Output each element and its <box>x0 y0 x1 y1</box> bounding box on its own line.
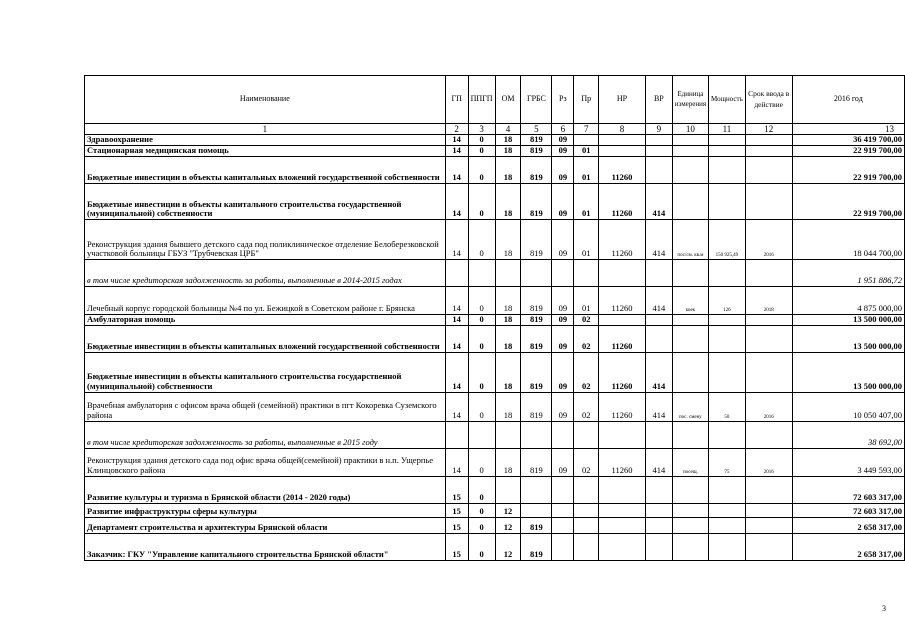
cell-pr <box>574 260 599 287</box>
header-cell-rz: Рз <box>552 76 574 124</box>
cell-grbs: 819 <box>521 533 552 560</box>
cell-term <box>745 135 792 146</box>
cell-rz: 09 <box>552 448 574 476</box>
cell-term <box>745 421 792 448</box>
header-cell-year: 2016 год <box>792 76 904 124</box>
cell-vr <box>645 135 672 146</box>
cell-term <box>745 476 792 503</box>
cell-vr <box>645 260 672 287</box>
cell-rz: 09 <box>552 287 574 315</box>
cell-capacity <box>709 135 746 146</box>
cell-capacity: 150 925,49 <box>709 220 746 260</box>
cell-unit: пос/см. кв.м <box>672 220 708 260</box>
column-number: 7 <box>574 124 599 135</box>
header-cell-nr: НР <box>599 76 646 124</box>
column-number: 6 <box>552 124 574 135</box>
cell-unit: коек <box>672 287 708 315</box>
header-cell-name: Наименование <box>85 76 446 124</box>
header-cell-gp: ГП <box>445 76 468 124</box>
cell-amount: 38 692,00 <box>792 421 904 448</box>
cell-gp: 14 <box>445 146 468 157</box>
cell-ppgp: 0 <box>468 533 495 560</box>
cell-ppgp: 0 <box>468 352 495 392</box>
table-row <box>85 352 905 392</box>
cell-term <box>745 503 792 517</box>
cell-ppgp: 0 <box>468 157 495 184</box>
cell-gp: 15 <box>445 476 468 503</box>
cell-vr <box>645 476 672 503</box>
cell-ppgp: 0 <box>468 503 495 517</box>
cell-amount: 22 919 700,00 <box>792 184 904 220</box>
cell-name: Врачебная амбулатория с офисом врача общей (семейной) практики в пгт Кокоревка Суземского района <box>85 392 446 421</box>
table-row <box>85 157 905 184</box>
header-cell-pr: Пр <box>574 76 599 124</box>
cell-nr: 11260 <box>599 448 646 476</box>
cell-nr <box>599 503 646 517</box>
cell-pr <box>574 421 599 448</box>
cell-grbs: 819 <box>521 184 552 220</box>
cell-vr: 414 <box>645 392 672 421</box>
cell-pr: 02 <box>574 325 599 352</box>
cell-unit <box>672 476 708 503</box>
cell-amount: 72 603 317,00 <box>792 503 904 517</box>
cell-gp: 15 <box>445 517 468 533</box>
cell-vr <box>645 421 672 448</box>
cell-capacity: 50 <box>709 392 746 421</box>
cell-gp: 14 <box>445 287 468 315</box>
cell-unit <box>672 421 708 448</box>
cell-term <box>745 315 792 326</box>
cell-ppgp: 0 <box>468 287 495 315</box>
cell-name: Развитие культуры и туризма в Брянской области (2014 - 2020 годы) <box>85 476 446 503</box>
column-number: 4 <box>495 124 521 135</box>
cell-capacity <box>709 260 746 287</box>
cell-om <box>495 476 521 503</box>
cell-nr <box>599 315 646 326</box>
cell-rz: 09 <box>552 135 574 146</box>
cell-capacity <box>709 476 746 503</box>
cell-term: 2016 <box>745 220 792 260</box>
cell-om: 18 <box>495 448 521 476</box>
header-cell-om: ОМ <box>495 76 521 124</box>
cell-unit <box>672 352 708 392</box>
cell-gp: 15 <box>445 533 468 560</box>
cell-amount: 22 919 700,00 <box>792 146 904 157</box>
cell-om <box>495 421 521 448</box>
cell-rz <box>552 517 574 533</box>
cell-unit <box>672 325 708 352</box>
cell-pr: 01 <box>574 220 599 260</box>
cell-om: 18 <box>495 352 521 392</box>
cell-rz: 09 <box>552 184 574 220</box>
cell-gp: 14 <box>445 352 468 392</box>
cell-grbs <box>521 476 552 503</box>
cell-amount: 72 603 317,00 <box>792 476 904 503</box>
column-number: 11 <box>709 124 746 135</box>
cell-nr <box>599 260 646 287</box>
table-row <box>85 533 905 560</box>
cell-amount: 2 658 317,00 <box>792 533 904 560</box>
cell-grbs: 819 <box>521 220 552 260</box>
cell-unit <box>672 146 708 157</box>
cell-name: Заказчик: ГКУ "Управление капитального строительства Брянской области" <box>85 533 446 560</box>
cell-vr: 414 <box>645 352 672 392</box>
cell-vr: 414 <box>645 184 672 220</box>
cell-om: 18 <box>495 220 521 260</box>
cell-amount: 22 919 700,00 <box>792 157 904 184</box>
cell-capacity <box>709 517 746 533</box>
cell-name: Лечебный корпус городской больницы №4 по ул. Бежицкой в Советском районе г. Брянска <box>85 287 446 315</box>
cell-pr: 02 <box>574 352 599 392</box>
cell-vr <box>645 315 672 326</box>
cell-amount: 18 044 700,00 <box>792 220 904 260</box>
cell-vr <box>645 146 672 157</box>
cell-capacity <box>709 503 746 517</box>
cell-amount: 36 419 700,00 <box>792 135 904 146</box>
cell-gp: 14 <box>445 184 468 220</box>
cell-ppgp: 0 <box>468 184 495 220</box>
cell-om: 18 <box>495 287 521 315</box>
cell-rz: 09 <box>552 315 574 326</box>
cell-pr <box>574 503 599 517</box>
cell-rz: 09 <box>552 325 574 352</box>
cell-om: 18 <box>495 325 521 352</box>
cell-rz <box>552 421 574 448</box>
column-number: 12 <box>745 124 792 135</box>
cell-grbs: 819 <box>521 448 552 476</box>
cell-amount: 13 500 000,00 <box>792 325 904 352</box>
cell-om: 18 <box>495 315 521 326</box>
cell-unit <box>672 135 708 146</box>
column-number: 3 <box>468 124 495 135</box>
table-row <box>85 220 905 260</box>
cell-nr: 11260 <box>599 325 646 352</box>
page-number: 3 <box>882 604 886 613</box>
cell-name: Реконструкция здания бывшего детского сада под поликлиническое отделение Белоберезковской участковой больницы ГБУЗ "Трубчевская ЦРБ" <box>85 220 446 260</box>
cell-vr <box>645 517 672 533</box>
table-header-row <box>85 76 905 124</box>
cell-gp <box>445 421 468 448</box>
cell-nr <box>599 421 646 448</box>
cell-name: Развитие инфраструктуры сферы культуры <box>85 503 446 517</box>
cell-gp: 14 <box>445 157 468 184</box>
cell-name: Здравоохранение <box>85 135 446 146</box>
cell-amount: 4 875 000,00 <box>792 287 904 315</box>
cell-gp: 14 <box>445 392 468 421</box>
cell-term <box>745 184 792 220</box>
cell-capacity <box>709 352 746 392</box>
column-number: 9 <box>645 124 672 135</box>
cell-amount: 13 500 000,00 <box>792 352 904 392</box>
cell-amount: 3 449 593,00 <box>792 448 904 476</box>
cell-gp: 14 <box>445 220 468 260</box>
cell-vr: 414 <box>645 448 672 476</box>
cell-pr: 01 <box>574 184 599 220</box>
cell-vr <box>645 325 672 352</box>
cell-nr <box>599 146 646 157</box>
cell-om: 12 <box>495 533 521 560</box>
cell-ppgp <box>468 421 495 448</box>
table-row <box>85 325 905 352</box>
table-row <box>85 392 905 421</box>
cell-nr: 11260 <box>599 287 646 315</box>
cell-name: Амбулаторная помощь <box>85 315 446 326</box>
cell-pr: 02 <box>574 448 599 476</box>
cell-pr: 02 <box>574 392 599 421</box>
cell-term: 2016 <box>745 448 792 476</box>
cell-ppgp: 0 <box>468 517 495 533</box>
cell-name: Департамент строительства и архитектуры Брянской области <box>85 517 446 533</box>
cell-gp: 14 <box>445 315 468 326</box>
cell-ppgp: 0 <box>468 392 495 421</box>
cell-pr <box>574 476 599 503</box>
cell-term <box>745 157 792 184</box>
cell-gp: 14 <box>445 135 468 146</box>
table-row <box>85 287 905 315</box>
cell-pr: 01 <box>574 287 599 315</box>
cell-nr: 11260 <box>599 352 646 392</box>
header-cell-grbs: ГРБС <box>521 76 552 124</box>
cell-nr: 11260 <box>599 157 646 184</box>
column-number: 5 <box>521 124 552 135</box>
cell-grbs: 819 <box>521 517 552 533</box>
table-row <box>85 503 905 517</box>
cell-rz <box>552 533 574 560</box>
header-cell-ppgp: ППГП <box>468 76 495 124</box>
cell-unit <box>672 315 708 326</box>
header-cell-term: Срок ввода в действие <box>745 76 792 124</box>
cell-vr: 414 <box>645 220 672 260</box>
column-number: 8 <box>599 124 646 135</box>
cell-pr <box>574 517 599 533</box>
table-row <box>85 476 905 503</box>
cell-rz: 09 <box>552 220 574 260</box>
cell-term <box>745 260 792 287</box>
cell-nr <box>599 533 646 560</box>
cell-name: Бюджетные инвестиции в объекты капитальных вложений государственной собственности <box>85 157 446 184</box>
column-number: 10 <box>672 124 708 135</box>
header-cell-unit: Единица измерения <box>672 76 708 124</box>
cell-term <box>745 146 792 157</box>
cell-grbs: 819 <box>521 352 552 392</box>
cell-pr: 01 <box>574 157 599 184</box>
table-row <box>85 260 905 287</box>
cell-vr <box>645 503 672 517</box>
cell-amount: 10 050 407,00 <box>792 392 904 421</box>
cell-grbs: 819 <box>521 315 552 326</box>
cell-gp: 15 <box>445 503 468 517</box>
column-number: 2 <box>445 124 468 135</box>
cell-nr: 11260 <box>599 220 646 260</box>
column-number: 13 <box>792 124 904 135</box>
cell-vr: 414 <box>645 287 672 315</box>
cell-om: 18 <box>495 184 521 220</box>
cell-rz: 09 <box>552 146 574 157</box>
table-row <box>85 448 905 476</box>
cell-name: Бюджетные инвестиции в объекты капитальных вложений государственной собственности <box>85 325 446 352</box>
cell-ppgp: 0 <box>468 448 495 476</box>
cell-ppgp: 0 <box>468 325 495 352</box>
cell-capacity <box>709 157 746 184</box>
table-row <box>85 517 905 533</box>
cell-rz <box>552 260 574 287</box>
cell-capacity <box>709 184 746 220</box>
cell-gp: 14 <box>445 448 468 476</box>
table-row <box>85 146 905 157</box>
cell-unit: пос. смену <box>672 392 708 421</box>
cell-term <box>745 533 792 560</box>
cell-ppgp: 0 <box>468 135 495 146</box>
cell-grbs: 819 <box>521 325 552 352</box>
cell-amount: 2 658 317,00 <box>792 517 904 533</box>
column-number: 1 <box>85 124 446 135</box>
cell-name: Реконструкция здания детского сада под офис врача общей(семейной) практики в н.п. Ущерпье Клинцовского района <box>85 448 446 476</box>
cell-name: в том числе кредиторская задолженность за работы, выполненные в 2015 году <box>85 421 446 448</box>
cell-unit <box>672 184 708 220</box>
cell-term <box>745 325 792 352</box>
cell-capacity: 75 <box>709 448 746 476</box>
cell-pr <box>574 135 599 146</box>
cell-gp: 14 <box>445 325 468 352</box>
cell-ppgp: 0 <box>468 146 495 157</box>
cell-unit <box>672 503 708 517</box>
table-row <box>85 421 905 448</box>
cell-unit <box>672 260 708 287</box>
cell-capacity <box>709 533 746 560</box>
cell-grbs <box>521 421 552 448</box>
cell-grbs: 819 <box>521 146 552 157</box>
cell-om: 12 <box>495 517 521 533</box>
cell-grbs: 819 <box>521 157 552 184</box>
cell-capacity <box>709 325 746 352</box>
cell-term: 2018 <box>745 287 792 315</box>
cell-grbs <box>521 503 552 517</box>
cell-unit: посещ. <box>672 448 708 476</box>
cell-capacity: 126 <box>709 287 746 315</box>
cell-term <box>745 517 792 533</box>
cell-om: 18 <box>495 135 521 146</box>
cell-pr <box>574 533 599 560</box>
budget-table <box>84 75 905 561</box>
cell-pr: 02 <box>574 315 599 326</box>
cell-om: 18 <box>495 157 521 184</box>
table-row <box>85 315 905 326</box>
cell-amount: 1 951 886,72 <box>792 260 904 287</box>
cell-capacity <box>709 421 746 448</box>
cell-om: 12 <box>495 503 521 517</box>
cell-grbs: 819 <box>521 135 552 146</box>
cell-ppgp <box>468 260 495 287</box>
cell-nr: 11260 <box>599 392 646 421</box>
cell-capacity <box>709 146 746 157</box>
cell-name: Бюджетные инвестиции в объекты капитального строительства государственной (муниципальной) собственности <box>85 184 446 220</box>
cell-om: 18 <box>495 392 521 421</box>
cell-name: Стационарная медицинская помощь <box>85 146 446 157</box>
table-row <box>85 184 905 220</box>
cell-vr <box>645 533 672 560</box>
cell-gp <box>445 260 468 287</box>
cell-rz: 09 <box>552 157 574 184</box>
cell-nr <box>599 517 646 533</box>
cell-amount: 13 500 000,00 <box>792 315 904 326</box>
cell-unit <box>672 517 708 533</box>
cell-term <box>745 352 792 392</box>
column-number-row <box>85 124 905 135</box>
cell-rz <box>552 503 574 517</box>
header-cell-vr: ВР <box>645 76 672 124</box>
cell-om <box>495 260 521 287</box>
cell-unit <box>672 157 708 184</box>
cell-vr <box>645 157 672 184</box>
cell-grbs: 819 <box>521 392 552 421</box>
cell-nr <box>599 476 646 503</box>
cell-ppgp: 0 <box>468 476 495 503</box>
cell-rz <box>552 476 574 503</box>
cell-ppgp: 0 <box>468 220 495 260</box>
cell-pr: 01 <box>574 146 599 157</box>
cell-rz: 09 <box>552 392 574 421</box>
cell-om: 18 <box>495 146 521 157</box>
header-cell-capacity: Мощность <box>709 76 746 124</box>
cell-rz: 09 <box>552 352 574 392</box>
cell-term: 2016 <box>745 392 792 421</box>
cell-nr <box>599 135 646 146</box>
cell-grbs: 819 <box>521 287 552 315</box>
table-row <box>85 135 905 146</box>
cell-unit <box>672 533 708 560</box>
cell-name: Бюджетные инвестиции в объекты капитального строительства государственной (муниципальной) собственности <box>85 352 446 392</box>
cell-capacity <box>709 315 746 326</box>
cell-grbs <box>521 260 552 287</box>
cell-nr: 11260 <box>599 184 646 220</box>
cell-ppgp: 0 <box>468 315 495 326</box>
cell-name: в том числе кредиторская задолженность за работы, выполненные в 2014-2015 годах <box>85 260 446 287</box>
